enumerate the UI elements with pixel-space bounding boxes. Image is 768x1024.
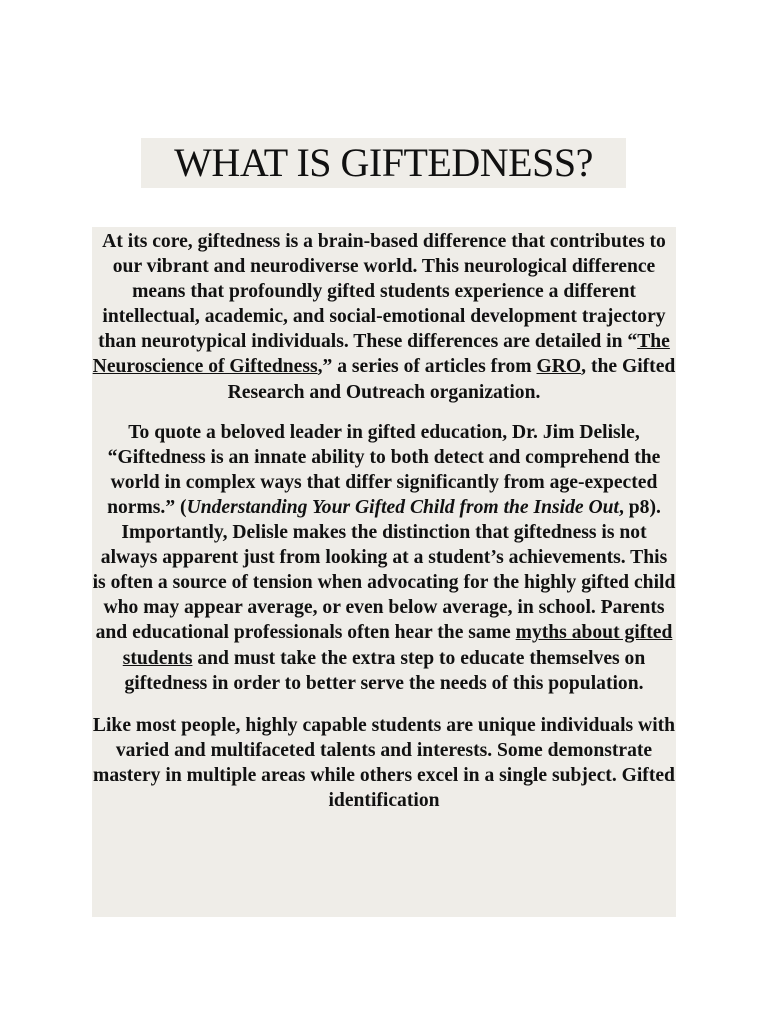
article-body — [92, 227, 676, 917]
paragraph-text: ,” a series of articles from — [317, 356, 537, 378]
paragraph-text: , p8). Importantly, Delisle makes the distinction that giftedness is not always apparent just from looking at a student’s achievements. This is often a source of tension when advocating for the highly gifted child who may appear average, or even below average, in school. Parents and educational professionals often hear the same — [92, 496, 676, 644]
book-title: Understanding Your Gifted Child from the Inside Out — [186, 496, 619, 518]
paragraph-text: , the Gifted Research and Outreach organization. — [227, 356, 676, 403]
paragraph-quote — [92, 420, 676, 696]
paragraph-students — [92, 713, 676, 813]
title-banner — [141, 138, 626, 188]
paragraph-text: At its core, giftedness is a brain-based difference that contributes to our vibrant and neurodiverse world. This neurological difference means that profoundly gifted students experience a different intellectual, academic, and social-emotional development trajectory than neurotypical individuals. These differences are detailed in “ — [98, 231, 666, 353]
paragraph-text: Like most people, highly capable students are unique individuals with varied and multifaceted talents and interests. Some demonstrate mastery in multiple areas while others excel in a single subject. Gifted identification — [92, 714, 676, 811]
page-title: WHAT IS GIFTEDNESS? — [174, 140, 593, 185]
myths-about-gifted-students-link[interactable]: myths about gifted students — [122, 622, 673, 669]
paragraph-text: and must take the extra step to educate themselves on giftedness in order to better serve the needs of this population. — [124, 647, 646, 694]
neuroscience-of-giftedness-link[interactable]: The Neuroscience of Giftedness — [92, 331, 670, 378]
paragraph-text: To quote a beloved leader in gifted education, Dr. Jim Delisle, “Giftedness is an innate ability to both detect and comprehend the world in complex ways that differ significantly from age-expected norms.” ( — [107, 421, 661, 518]
gro-link[interactable]: GRO — [536, 356, 582, 378]
paragraph-intro — [92, 229, 676, 405]
